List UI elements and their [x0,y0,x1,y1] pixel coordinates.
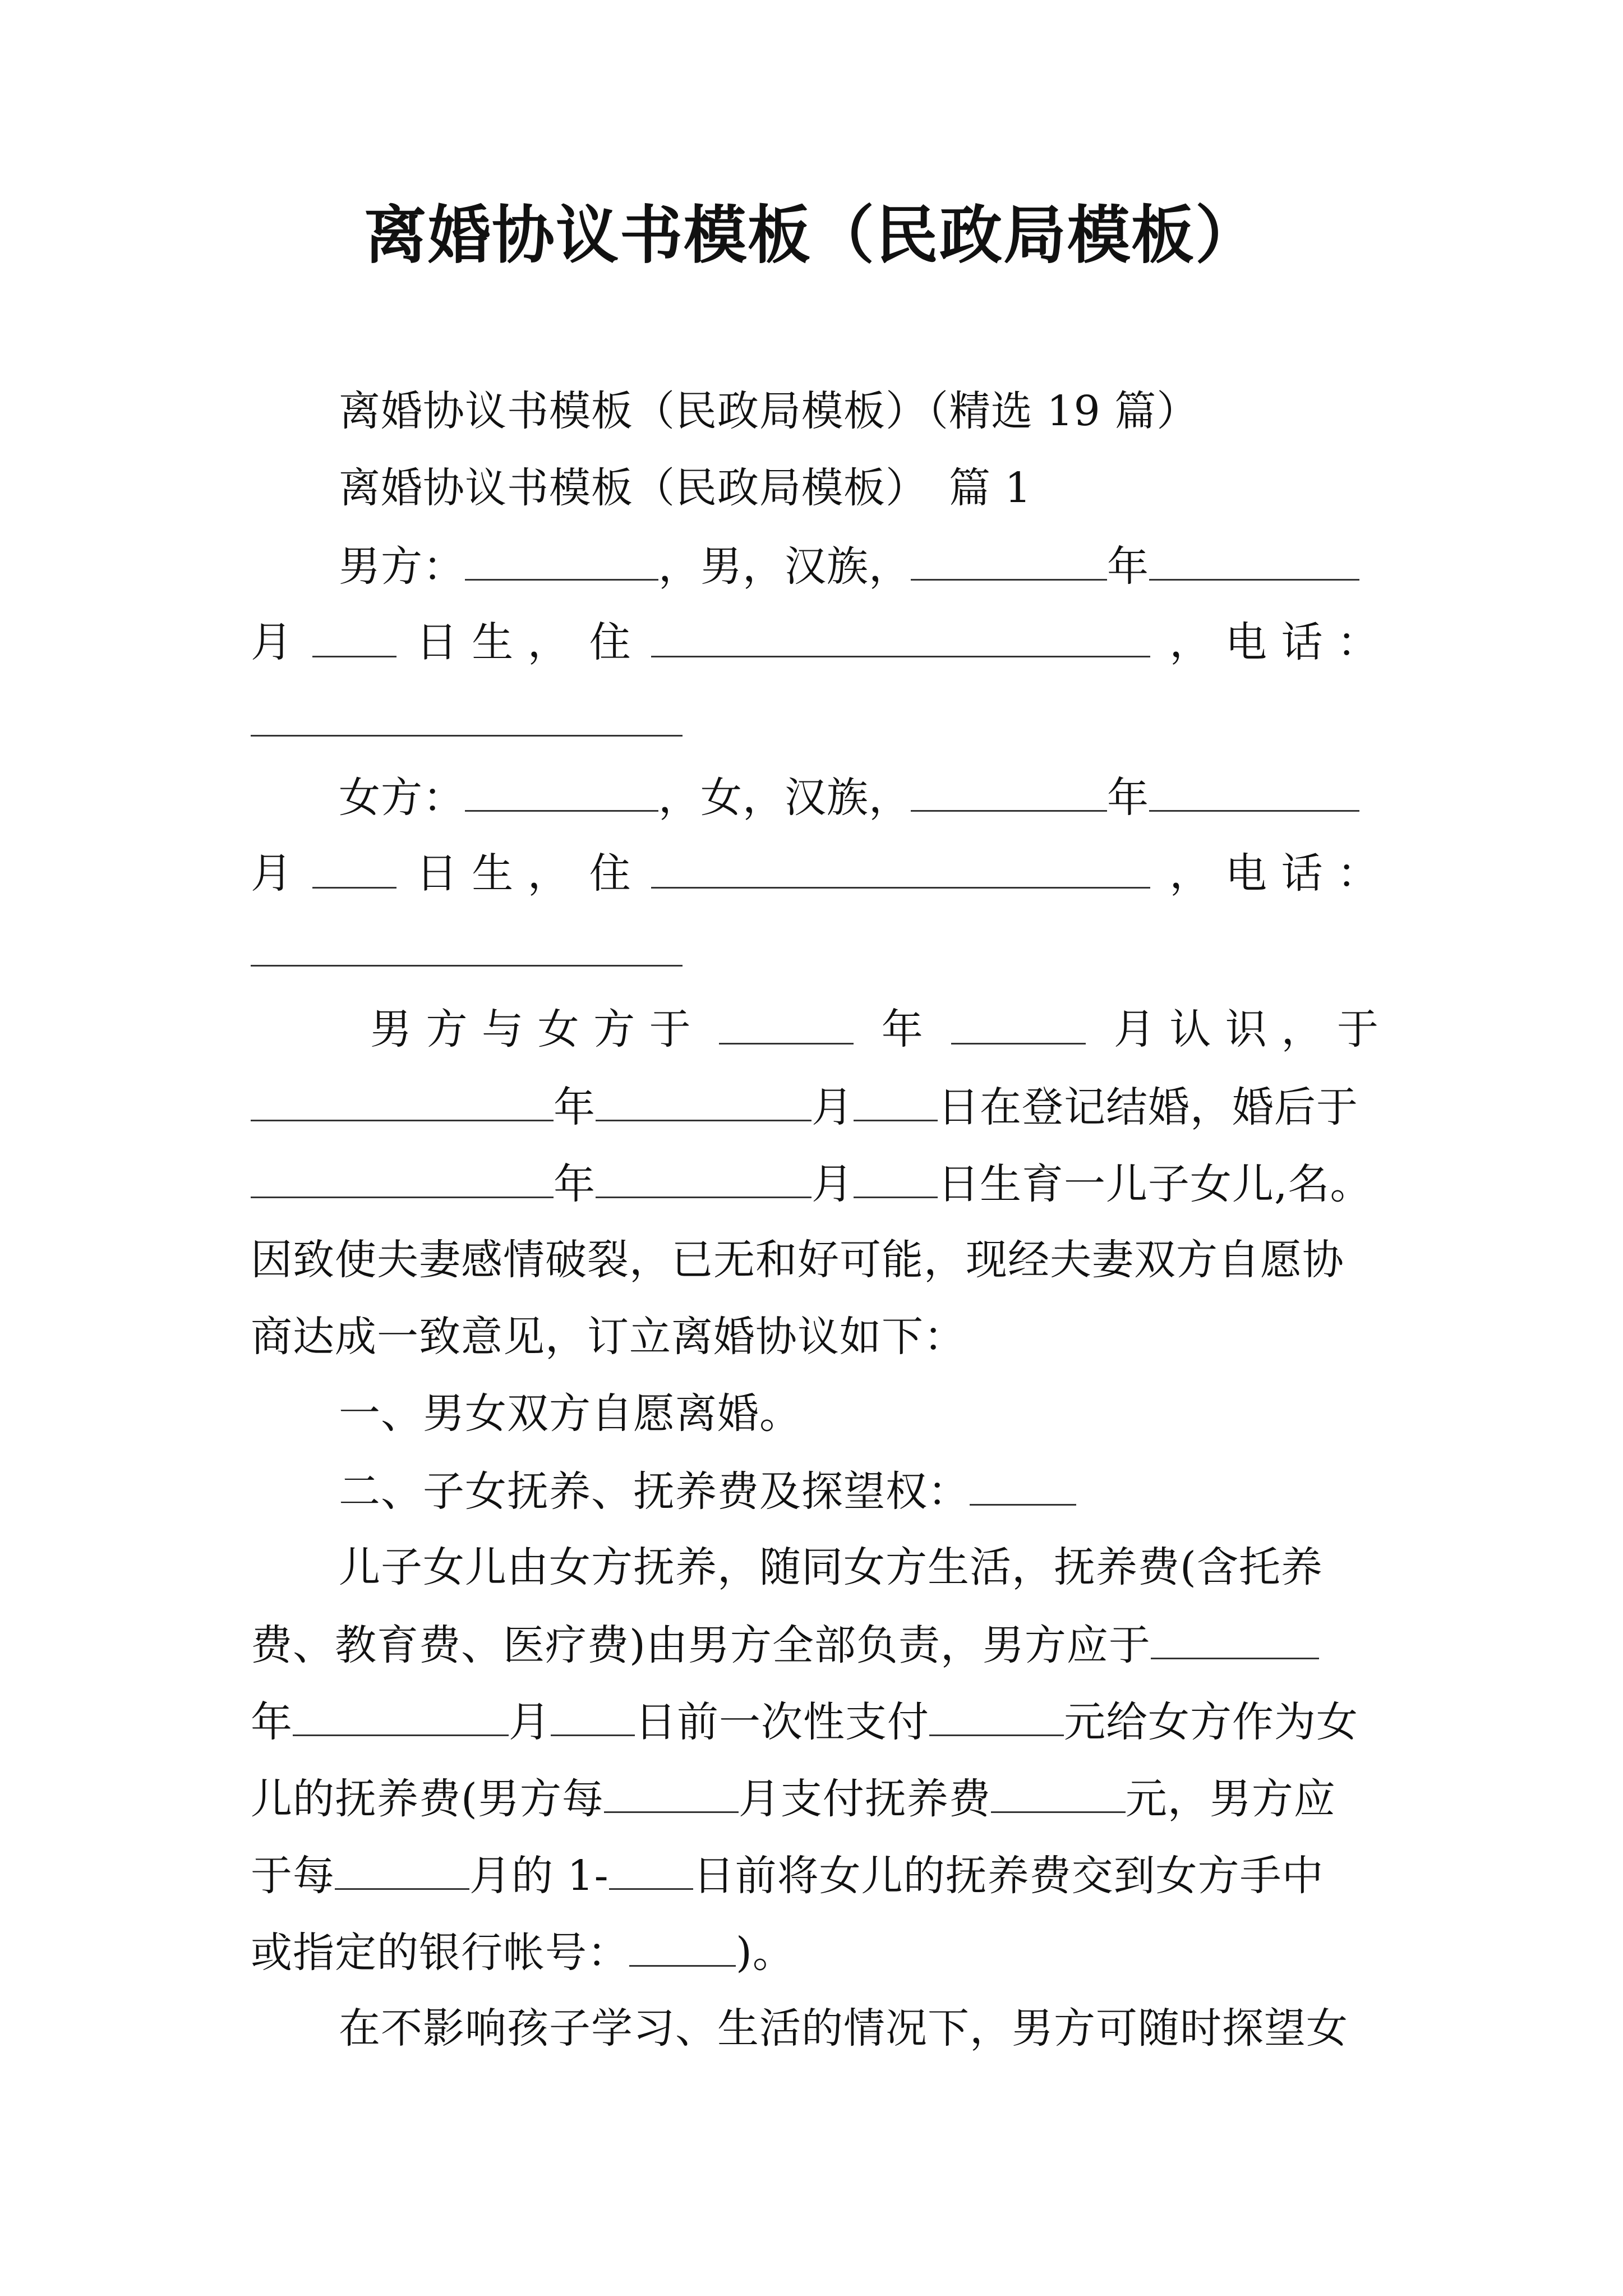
support-monthly-amount-blank [991,1770,1126,1813]
meet-text-c: 月 认 识 ， 于 [1113,1005,1379,1053]
section-heading: 离婚协议书模板（民政局模板） 篇 1 [339,464,1032,512]
support-line-4 [251,1770,1379,1827]
meet-line-3 [251,1155,1379,1212]
support-text-6a: 或指定的银行帐号： [251,1929,629,1977]
support-day-blank [551,1693,635,1736]
support-each-month-blank [335,1847,469,1890]
female-phone-blank [251,965,683,967]
document-title: 离婚协议书模板（民政局模板） [364,199,1259,272]
support-monthly-blank [604,1770,739,1813]
support-line-5 [251,1847,1379,1904]
support-line-3 [251,1693,1379,1750]
meet-line-4: 因致使夫妻感情破裂，已无和好可能，现经夫妻双方自愿协 [251,1236,1344,1284]
support-text-3d: 元给女方作为女 [1064,1698,1358,1746]
male-day-blank [312,614,396,657]
male-gender-ethnicity: ，男，汉族， [658,542,911,591]
support-amount-blank [929,1693,1064,1736]
support-month-blank [293,1693,509,1736]
support-text-2: 费、教育费、医疗费)由男方全部负责，男方应于 [251,1621,1151,1669]
male-line-1 [339,537,1379,595]
marry-text: 日在登记结婚，婚后于 [938,1083,1358,1131]
bank-account-blank [629,1924,736,1967]
support-text-5b: 月的 1- [469,1852,609,1900]
support-year-label: 年 [251,1698,293,1746]
male-name-blank [465,537,658,581]
birth-text: 日生育一儿子女儿,名。 [938,1160,1372,1208]
item-2 [339,1462,1379,1520]
birth-day-blank [854,1155,938,1198]
support-text-4a: 儿的抚养费(男方每 [251,1775,604,1823]
female-month-blank [1149,769,1359,812]
meet-text-b: 年 [881,1005,924,1053]
item-2-text: 二、子女抚养、抚养费及探望权： [339,1467,970,1516]
support-text-4c: 元，男方应 [1125,1775,1336,1823]
marry-month-label: 月 [811,1083,854,1131]
female-name-blank [465,769,658,812]
meet-year-blank [719,1001,854,1045]
male-live-label: 住 [589,618,631,666]
birth-month-label: 月 [811,1160,854,1208]
support-due-day-blank [609,1847,693,1890]
female-year-blank [911,769,1107,812]
female-line-1 [339,769,1379,826]
male-year-blank [911,537,1107,581]
support-text-6b: )。 [736,1929,795,1977]
male-line-2 [251,614,1379,670]
marry-month-blank [596,1078,811,1121]
support-text-3c: 日前一次性支付 [635,1698,929,1746]
male-label: 男方： [339,542,465,591]
birth-month-blank [596,1155,811,1198]
birth-year-blank [251,1155,554,1198]
meet-text-a: 男 方 与 女 方 于 [370,1005,691,1053]
female-day-blank [312,845,396,889]
birth-year-label: 年 [554,1160,596,1208]
female-label: 女方： [339,774,465,822]
male-phone-label: ， 电 话 ： [1169,618,1379,666]
item-1: 一、男女双方自愿离婚。 [339,1389,801,1438]
item-2-blank [970,1462,1076,1506]
meet-month-blank [951,1001,1086,1045]
meet-line-1 [370,1001,1379,1057]
support-line-1: 儿子女儿由女方抚养，随同女方生活，抚养费(含托养 [339,1543,1323,1591]
marry-year-blank [251,1078,554,1121]
female-line-2 [251,845,1379,901]
subtitle: 离婚协议书模板（民政局模板）（精选 19 篇） [339,387,1199,435]
male-year-label: 年 [1107,542,1149,591]
support-year-blank [1151,1616,1319,1659]
female-year-label: 年 [1107,774,1149,822]
meet-line-2 [251,1078,1379,1135]
marry-year-label: 年 [554,1083,596,1131]
support-text-4b: 月支付抚养费 [738,1775,991,1823]
female-month-label: 月 [251,849,293,898]
visit-line-1: 在不影响孩子学习、生活的情况下，男方可随时探望女 [339,2004,1348,2053]
support-month-label: 月 [509,1698,551,1746]
marry-day-blank [854,1078,938,1121]
male-month-blank [1149,537,1359,581]
female-gender-ethnicity: ，女，汉族， [658,774,911,822]
male-day-born: 日 生 ， [416,618,570,666]
support-line-2 [251,1616,1379,1673]
male-month-label: 月 [251,618,293,666]
support-text-5a: 于每 [251,1852,335,1900]
female-address-blank [651,845,1150,889]
female-day-born: 日 生 ， [416,849,570,898]
male-phone-blank [251,735,683,737]
female-live-label: 住 [589,849,631,898]
meet-line-5: 商达成一致意见，订立离婚协议如下： [251,1313,966,1361]
support-text-5c: 日前将女儿的抚养费交到女方手中 [693,1852,1324,1900]
female-phone-label: ， 电 话 ： [1169,849,1379,898]
male-address-blank [651,614,1150,657]
support-line-6 [251,1924,1379,1981]
